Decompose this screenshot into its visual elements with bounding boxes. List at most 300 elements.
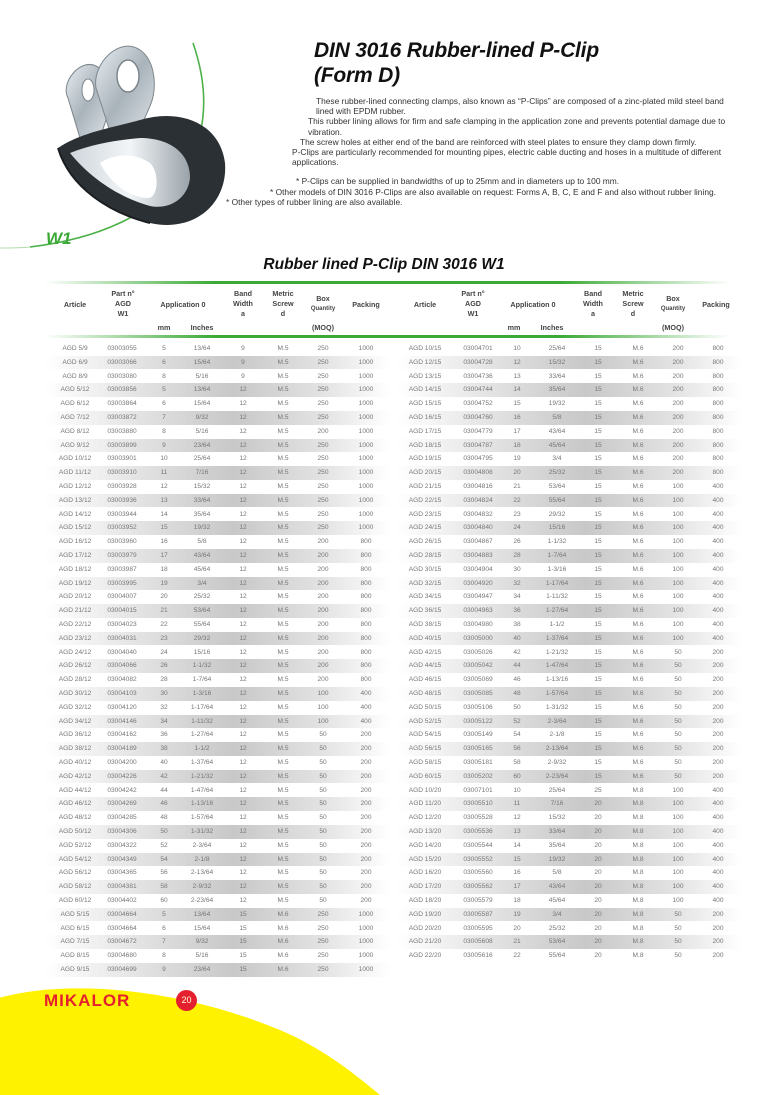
cell-band-width: 15: [594, 676, 602, 684]
header-band-width-line: Band: [234, 289, 252, 298]
cell-part-number: 03003055: [107, 345, 137, 352]
cell-part-number: 03004082: [107, 676, 137, 684]
cell-metric-screw: M.5: [277, 427, 289, 435]
cell-diameter-mm: 34: [160, 717, 168, 725]
cell-box-quantity: 200: [672, 358, 684, 366]
cell-part-number: 03004269: [107, 800, 137, 808]
table-row: [396, 839, 742, 853]
cell-article: AGD 12/15: [408, 358, 442, 366]
cell-part-number: 03003936: [107, 496, 137, 504]
cell-packing: 400: [712, 828, 724, 835]
cell-box-quantity: 50: [319, 800, 327, 808]
table-row: [44, 439, 390, 453]
cell-metric-screw: M.5: [277, 786, 289, 794]
table-row: [396, 521, 742, 535]
cell-article: AGD 20/15: [408, 469, 442, 477]
cell-diameter-inches: 3/4: [552, 455, 562, 463]
cell-packing: 400: [712, 496, 724, 504]
cell-part-number: 03004023: [107, 621, 137, 628]
cell-metric-screw: M.6: [632, 496, 644, 504]
header-metric-screw-line: d: [280, 309, 286, 318]
cell-metric-screw: M.6: [632, 759, 644, 766]
product-description: [226, 96, 740, 207]
cell-packing: 400: [712, 634, 724, 642]
cell-packing: 800: [712, 469, 724, 477]
cell-band-width: 9: [241, 345, 245, 352]
cell-diameter-inches: 2-9/32: [547, 759, 567, 766]
cell-part-number: 03004066: [107, 662, 137, 670]
cell-article: AGD 34/12: [58, 717, 92, 725]
cell-diameter-inches: 1-1/2: [549, 621, 565, 628]
right-header-metric-screw: [622, 289, 643, 319]
cell-diameter-mm: 56: [513, 745, 521, 753]
table-row: [396, 728, 742, 742]
cell-article: AGD 18/12: [58, 565, 92, 573]
cell-band-width: 12: [239, 883, 247, 891]
cell-diameter-mm: 46: [513, 676, 521, 684]
cell-article: AGD 24/12: [58, 648, 92, 656]
cell-part-number: 03004832: [463, 510, 493, 518]
cell-article: AGD 23/15: [408, 510, 442, 518]
cell-diameter-mm: 14: [160, 510, 168, 518]
cell-article: AGD 38/15: [408, 621, 442, 628]
cell-diameter-mm: 60: [160, 897, 168, 904]
cell-diameter-inches: 1-37/64: [545, 634, 569, 642]
cell-diameter-inches: 53/64: [548, 483, 566, 490]
cell-part-number: 03005595: [463, 924, 493, 932]
cell-diameter-mm: 8: [162, 372, 166, 380]
cell-article: AGD 19/12: [58, 579, 92, 587]
cell-box-quantity: 100: [672, 786, 684, 794]
cell-diameter-mm: 21: [513, 483, 521, 490]
cell-packing: 1000: [358, 938, 374, 946]
cell-band-width: 15: [594, 717, 602, 725]
cell-metric-screw: M.5: [277, 869, 289, 877]
cell-packing: 200: [360, 786, 372, 794]
cell-metric-screw: M.5: [277, 593, 289, 601]
mikalor-logo: MIKALOR: [44, 991, 131, 1010]
cell-article: AGD 17/15: [408, 427, 442, 435]
cell-box-quantity: 250: [317, 441, 329, 449]
note-item: * Other types of rubber lining are also available.: [226, 196, 403, 207]
cell-packing: 400: [712, 538, 724, 546]
description-paragraph: This rubber lining allows for firm and safe clamping in the application zone and prevents potential damage due to vibration.: [308, 116, 726, 137]
cell-diameter-inches: 1-37/64: [190, 759, 214, 766]
cell-band-width: 15: [594, 690, 602, 697]
cell-part-number: 03003864: [107, 400, 137, 408]
cell-band-width: 20: [594, 938, 602, 946]
cell-band-width: 12: [239, 703, 247, 711]
cell-metric-screw: M.5: [277, 552, 289, 559]
header-band-width-line: a: [241, 309, 245, 318]
cell-band-width: 15: [594, 427, 602, 435]
header-metric-screw-line: Screw: [272, 299, 294, 308]
table-row: [44, 632, 390, 646]
cell-packing: 200: [360, 800, 372, 808]
title-line-2: (Form D): [314, 64, 400, 87]
cell-metric-screw: M.8: [632, 828, 644, 835]
header-band-width-line: Width: [233, 299, 253, 308]
cell-box-quantity: 50: [674, 938, 682, 946]
cell-article: AGD 14/15: [408, 386, 442, 394]
header-mm-line: mm: [507, 323, 521, 332]
cell-box-quantity: 250: [317, 910, 329, 918]
cell-article: AGD 7/12: [60, 414, 90, 421]
cell-diameter-mm: 28: [513, 552, 521, 559]
table-row: [44, 411, 390, 425]
cell-band-width: 15: [594, 772, 602, 780]
cell-article: AGD 17/20: [408, 883, 442, 891]
cell-article: AGD 20/20: [408, 924, 442, 932]
cell-metric-screw: M.5: [277, 676, 289, 684]
cell-diameter-inches: 1-1/32: [547, 538, 567, 546]
cell-box-quantity: 50: [674, 731, 682, 739]
cell-part-number: 03004701: [463, 345, 493, 352]
cell-metric-screw: M.5: [277, 717, 289, 725]
table-row: [396, 632, 742, 646]
cell-article: AGD 5/15: [60, 910, 90, 918]
cell-box-quantity: 50: [319, 828, 327, 835]
cell-packing: 400: [712, 869, 724, 877]
cell-metric-screw: M.6: [632, 579, 644, 587]
cell-diameter-inches: 19/32: [548, 400, 566, 408]
cell-band-width: 12: [239, 690, 247, 697]
cell-band-width: 15: [594, 441, 602, 449]
cell-diameter-inches: 1-27/64: [190, 731, 214, 739]
cell-band-width: 20: [594, 897, 602, 904]
cell-diameter-inches: 13/64: [193, 386, 211, 394]
cell-band-width: 12: [239, 593, 247, 601]
cell-band-width: 15: [594, 662, 602, 670]
header-inches-line: Inches: [540, 323, 564, 332]
cell-diameter-inches: 5/16: [195, 952, 209, 960]
cell-band-width: 9: [241, 372, 245, 380]
cell-diameter-mm: 50: [160, 828, 168, 835]
cell-band-width: 12: [239, 745, 247, 753]
header-part-number-line: AGD: [465, 299, 481, 308]
cell-band-width: 12: [239, 717, 247, 725]
cell-article: AGD 46/12: [58, 800, 92, 808]
cell-band-width: 12: [239, 538, 247, 546]
left-header-moq: [312, 323, 334, 333]
cell-article: AGD 28/15: [408, 552, 442, 559]
cell-packing: 800: [712, 345, 724, 352]
cell-article: AGD 36/15: [408, 607, 442, 615]
cell-part-number: 03003856: [107, 386, 137, 394]
cell-article: AGD 22/20: [408, 952, 442, 960]
table-row: [44, 356, 390, 370]
header-box-quantity-line: Quantity: [310, 306, 336, 312]
cell-packing: 800: [712, 414, 724, 421]
cell-part-number: 03004680: [107, 952, 137, 960]
cell-box-quantity: 200: [317, 648, 329, 656]
table-row: [396, 466, 742, 480]
cell-article: AGD 21/15: [408, 483, 442, 490]
cell-packing: 200: [712, 703, 724, 711]
cell-diameter-mm: 34: [513, 593, 521, 601]
cell-packing: 1000: [358, 414, 374, 421]
cell-part-number: 03003987: [107, 565, 137, 573]
cell-diameter-mm: 7: [162, 938, 166, 946]
cell-metric-screw: M.5: [277, 386, 289, 394]
table-row: [44, 922, 390, 936]
cell-part-number: 03004162: [107, 731, 137, 739]
cell-box-quantity: 250: [317, 524, 329, 532]
cell-diameter-inches: 3/4: [552, 910, 562, 918]
cell-diameter-inches: 15/16: [548, 524, 566, 532]
table-row: [396, 770, 742, 784]
table-row: [396, 908, 742, 922]
note-item: * P-Clips can be supplied in bandwidths of up to 25mm and in diameters up to 100 mm.: [296, 176, 620, 187]
cell-metric-screw: M.6: [632, 772, 644, 780]
table-row: [44, 342, 390, 356]
cell-box-quantity: 50: [319, 745, 327, 753]
cell-box-quantity: 50: [319, 869, 327, 877]
cell-part-number: 03004867: [463, 538, 493, 546]
cell-packing: 200: [712, 938, 724, 946]
cell-metric-screw: M.6: [632, 414, 644, 421]
cell-box-quantity: 100: [672, 496, 684, 504]
cell-box-quantity: 200: [672, 400, 684, 408]
cell-part-number: 03004808: [463, 469, 493, 477]
cell-diameter-mm: 17: [513, 883, 521, 891]
cell-diameter-inches: 25/64: [548, 345, 566, 352]
cell-packing: 400: [712, 483, 724, 490]
table-row: [396, 480, 742, 494]
cell-packing: 800: [360, 634, 372, 642]
table-row: [396, 590, 742, 604]
cell-diameter-mm: 32: [160, 703, 168, 711]
cell-metric-screw: M.6: [632, 538, 644, 546]
cell-article: AGD 11/20: [408, 800, 442, 808]
cell-metric-screw: M.6: [632, 441, 644, 449]
cell-packing: 800: [360, 552, 372, 559]
cell-packing: 200: [360, 745, 372, 753]
right-header-band-width: [583, 289, 603, 319]
table-row: [44, 894, 390, 908]
cell-metric-screw: M.8: [632, 814, 644, 822]
cell-diameter-mm: 9: [162, 966, 166, 973]
cell-part-number: 03003928: [107, 483, 137, 490]
cell-part-number: 03003960: [107, 538, 137, 546]
cell-band-width: 15: [594, 358, 602, 366]
table-row: [44, 853, 390, 867]
table-row: [396, 935, 742, 949]
table-row: [396, 866, 742, 880]
cell-part-number: 03004752: [463, 400, 493, 408]
cell-metric-screw: M.6: [632, 552, 644, 559]
table-row: [396, 922, 742, 936]
cell-band-width: 12: [239, 772, 247, 780]
table-row: [396, 894, 742, 908]
cell-band-width: 20: [594, 883, 602, 891]
cell-box-quantity: 200: [672, 386, 684, 394]
table-row: [44, 935, 390, 949]
cell-packing: 800: [360, 662, 372, 670]
cell-box-quantity: 100: [672, 855, 684, 863]
cell-part-number: 03004349: [107, 855, 137, 863]
cell-diameter-mm: 14: [513, 841, 521, 849]
cell-packing: 800: [712, 386, 724, 394]
cell-article: AGD 19/20: [408, 910, 442, 918]
cell-band-width: 15: [594, 593, 602, 601]
cell-diameter-mm: 11: [513, 800, 521, 808]
table-row: [44, 508, 390, 522]
cell-band-width: 12: [239, 455, 247, 463]
cell-diameter-inches: 53/64: [193, 607, 211, 615]
cell-diameter-inches: 1-47/64: [190, 786, 214, 794]
table-row: [396, 563, 742, 577]
cell-part-number: 03005042: [463, 662, 493, 670]
cell-band-width: 12: [239, 607, 247, 615]
cell-part-number: 03004285: [107, 814, 137, 822]
cell-metric-screw: M.6: [632, 427, 644, 435]
cell-part-number: 03004306: [107, 828, 137, 835]
cell-diameter-inches: 53/64: [548, 938, 566, 946]
description-paragraph: These rubber-lined connecting clamps, also known as “P-Clips” are composed of a zinc-plated mild steel band lined with EPDM rubber.: [316, 96, 724, 117]
cell-packing: 1000: [358, 345, 374, 352]
left-header-inches: [191, 323, 214, 333]
cell-box-quantity: 200: [672, 414, 684, 421]
right-header-box-quantity: [661, 294, 685, 314]
cell-metric-screw: M.5: [277, 745, 289, 753]
cell-metric-screw: M.5: [277, 372, 289, 380]
cell-metric-screw: M.6: [632, 524, 644, 532]
table-row: [396, 549, 742, 563]
cell-packing: 800: [360, 607, 372, 615]
note-item: * Other models of DIN 3016 P-Clips are also available on request: Forms A, B, C, E and F and also without rubber lining.: [270, 186, 716, 197]
cell-article: AGD 22/12: [58, 621, 92, 628]
cell-part-number: 03003910: [107, 469, 137, 477]
cell-part-number: 03005165: [463, 745, 493, 753]
table-row: [44, 590, 390, 604]
p-clip-product-image: [40, 38, 240, 238]
table-row: [396, 797, 742, 811]
cell-metric-screw: M.6: [632, 400, 644, 408]
cell-band-width: 15: [239, 952, 247, 960]
cell-part-number: 03004381: [107, 883, 137, 891]
cell-box-quantity: 50: [319, 855, 327, 863]
cell-packing: 800: [712, 455, 724, 463]
cell-box-quantity: 50: [319, 731, 327, 739]
cell-part-number: 03004787: [463, 441, 493, 449]
cell-box-quantity: 100: [672, 621, 684, 628]
cell-box-quantity: 250: [317, 455, 329, 463]
header-band-width-line: a: [591, 309, 595, 318]
cell-diameter-mm: 12: [513, 814, 521, 822]
cell-packing: 200: [360, 731, 372, 739]
left-header-metric-screw: [272, 289, 293, 319]
cell-metric-screw: M.5: [277, 690, 289, 697]
cell-packing: 800: [360, 676, 372, 684]
cell-band-width: 12: [239, 552, 247, 559]
cell-band-width: 15: [239, 938, 247, 946]
table-row: [44, 480, 390, 494]
cell-article: AGD 60/12: [58, 897, 92, 904]
header-moq-line: (MOQ): [312, 323, 334, 332]
cell-diameter-mm: 32: [513, 579, 521, 587]
cell-metric-screw: M.5: [277, 621, 289, 628]
cell-box-quantity: 100: [672, 510, 684, 518]
cell-diameter-mm: 23: [513, 510, 521, 518]
cell-box-quantity: 100: [317, 717, 329, 725]
cell-packing: 400: [360, 717, 372, 725]
cell-packing: 200: [712, 924, 724, 932]
table-row: [44, 866, 390, 880]
table-row: [44, 811, 390, 825]
cell-packing: 1000: [358, 910, 374, 918]
cell-band-width: 12: [239, 841, 247, 849]
cell-packing: 1000: [358, 441, 374, 449]
cell-diameter-inches: 25/64: [193, 455, 211, 463]
cell-metric-screw: M.6: [632, 372, 644, 380]
cell-band-width: 15: [594, 703, 602, 711]
cell-metric-screw: M.5: [277, 579, 289, 587]
cell-part-number: 03004664: [107, 924, 137, 932]
cell-box-quantity: 50: [674, 703, 682, 711]
cell-part-number: 03005528: [463, 814, 493, 822]
cell-band-width: 12: [239, 510, 247, 518]
cell-box-quantity: 100: [317, 690, 329, 697]
cell-box-quantity: 100: [672, 579, 684, 587]
cell-diameter-inches: 1-47/64: [545, 662, 569, 670]
cell-part-number: 03003899: [107, 441, 137, 449]
header-application-line: Application 0: [160, 300, 206, 309]
cell-metric-screw: M.6: [632, 483, 644, 490]
cell-diameter-inches: 2-23/64: [190, 897, 214, 904]
cell-packing: 1000: [358, 483, 374, 490]
cell-part-number: 03005587: [463, 910, 493, 918]
cell-diameter-mm: 22: [513, 496, 521, 504]
cell-article: AGD 32/12: [58, 703, 92, 711]
cell-part-number: 03005026: [463, 648, 493, 656]
right-header-mm: [508, 323, 521, 333]
cell-metric-screw: M.5: [277, 800, 289, 808]
cell-part-number: 03004007: [107, 593, 137, 601]
cell-article: AGD 11/12: [58, 469, 92, 477]
cell-box-quantity: 50: [674, 648, 682, 656]
cell-packing: 1000: [358, 496, 374, 504]
cell-box-quantity: 250: [317, 345, 329, 352]
cell-box-quantity: 250: [317, 414, 329, 421]
cell-diameter-inches: 25/32: [193, 593, 211, 601]
table-row: [44, 770, 390, 784]
cell-part-number: 03003872: [107, 414, 137, 421]
cell-band-width: 15: [594, 510, 602, 518]
cell-band-width: 15: [594, 414, 602, 421]
cell-diameter-mm: 40: [160, 759, 168, 766]
cell-band-width: 12: [239, 731, 247, 739]
cell-packing: 400: [712, 621, 724, 628]
cell-article: AGD 56/15: [408, 745, 442, 753]
title-line-1: DIN 3016 Rubber-lined P-Clip: [314, 39, 599, 62]
cell-article: AGD 24/15: [408, 524, 442, 532]
table-row: [396, 618, 742, 632]
cell-band-width: 12: [239, 386, 247, 394]
cell-diameter-mm: 48: [513, 690, 521, 697]
cell-article: AGD 60/15: [408, 772, 442, 780]
cell-metric-screw: M.8: [632, 924, 644, 932]
cell-diameter-inches: 29/32: [193, 634, 211, 642]
cell-packing: 800: [712, 358, 724, 366]
cell-packing: 1000: [358, 966, 374, 973]
cell-diameter-inches: 1-31/32: [190, 828, 214, 835]
cell-box-quantity: 50: [674, 690, 682, 697]
cell-packing: 200: [712, 648, 724, 656]
cell-diameter-inches: 33/64: [548, 372, 566, 380]
cell-packing: 200: [712, 731, 724, 739]
cell-diameter-inches: 13/64: [193, 910, 211, 918]
